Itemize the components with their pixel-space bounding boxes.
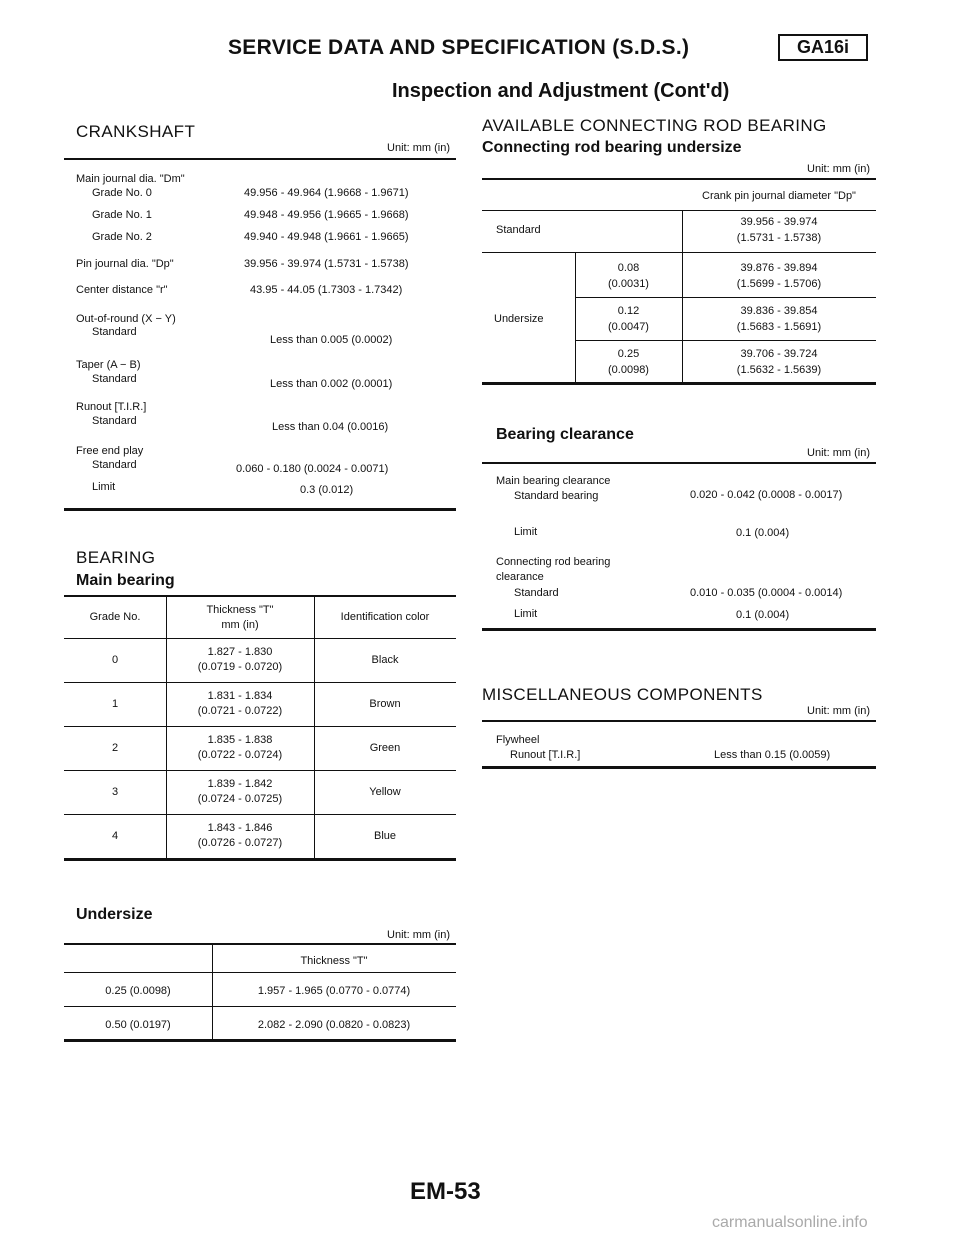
- grade-cell: 4: [111, 830, 119, 842]
- crank-label: Center distance "r": [76, 284, 168, 296]
- crank-label: Grade No. 1: [92, 209, 152, 221]
- header-rule: [64, 972, 456, 973]
- crank-label: Taper (A − B): [76, 359, 141, 371]
- color-cell: Blue: [373, 830, 397, 842]
- color-cell: Black: [371, 654, 399, 666]
- conrod-diameter: 39.836 - 39.854: [740, 305, 818, 317]
- thickness-cell: (0.0726 - 0.0727): [197, 837, 283, 849]
- crank-label: Standard: [92, 415, 137, 427]
- row-rule: [64, 682, 456, 683]
- crank-label: Runout [T.I.R.]: [76, 401, 147, 413]
- page-number: EM-53: [410, 1178, 481, 1205]
- crank-value: 49.956 - 49.964 (1.9668 - 1.9671): [244, 187, 409, 199]
- grade-cell: 1: [111, 698, 119, 710]
- undersize-bottom-rule: [64, 1039, 456, 1042]
- color-cell: Yellow: [369, 786, 401, 798]
- conrod-bottom-rule: [482, 382, 876, 385]
- thickness-cell: 1.839 - 1.842: [207, 778, 273, 790]
- undersize-col-header: Thickness "T": [300, 955, 368, 967]
- crank-label: Standard: [92, 326, 137, 338]
- main-bearing-bottom-rule: [64, 858, 456, 861]
- thickness-cell: 1.835 - 1.838: [207, 734, 273, 746]
- undersize-size: 0.50 (0.0197): [105, 1019, 171, 1031]
- col-divider: [166, 597, 167, 860]
- crank-label: Grade No. 2: [92, 231, 152, 243]
- col-header-color: Identification color: [340, 611, 430, 623]
- grade-cell: 2: [111, 742, 119, 754]
- crankshaft-unit: Unit: mm (in): [387, 142, 450, 154]
- crank-label: Standard: [92, 459, 137, 471]
- conrod-col-header: Crank pin journal diameter "Dp": [702, 190, 856, 202]
- crank-value: 0.060 - 0.180 (0.0024 - 0.0071): [236, 463, 389, 475]
- misc-label: Flywheel: [496, 734, 540, 746]
- grade-cell: 3: [111, 786, 119, 798]
- header-rule: [482, 210, 876, 211]
- main-bearing-heading: Main bearing: [76, 572, 175, 589]
- undersize-size: 0.25 (0.0098): [105, 985, 171, 997]
- undersize-unit: Unit: mm (in): [387, 929, 450, 941]
- clearance-value: 0.1 (0.004): [736, 609, 790, 621]
- clearance-value: 0.010 - 0.035 (0.0004 - 0.0014): [690, 587, 843, 599]
- crank-value: Less than 0.002 (0.0001): [270, 378, 393, 390]
- standard-value: (1.5731 - 1.5738): [736, 232, 822, 244]
- misc-label: Runout [T.I.R.]: [510, 749, 581, 761]
- conrod-diameter: (1.5699 - 1.5706): [736, 278, 822, 290]
- conrod-diameter: (1.5632 - 1.5639): [736, 364, 822, 376]
- crank-value: Less than 0.005 (0.0002): [270, 334, 393, 346]
- row-rule: [64, 1006, 456, 1007]
- conrod-undersize: 0.08: [617, 262, 640, 274]
- watermark: carmanualsonline.info: [712, 1214, 868, 1231]
- conrod-undersize: (0.0031): [608, 278, 649, 290]
- clearance-label: Standard: [514, 587, 559, 599]
- grade-cell: 0: [111, 654, 119, 666]
- crank-label: Standard: [92, 373, 137, 385]
- standard-value: 39.956 - 39.974: [740, 216, 818, 228]
- crank-value: 49.940 - 49.948 (1.9661 - 1.9665): [244, 231, 409, 243]
- header-rule: [64, 638, 456, 639]
- clearance-label: Limit: [514, 608, 538, 620]
- undersize-heading: Undersize: [76, 906, 153, 923]
- clearance-label: Connecting rod bearing: [496, 556, 611, 568]
- standard-label: Standard: [496, 224, 541, 236]
- thickness-cell: 1.843 - 1.846: [207, 822, 273, 834]
- conrod-subheading: Connecting rod bearing undersize: [482, 139, 742, 156]
- bearing-heading: BEARING: [76, 548, 156, 567]
- clearance-top-rule: [482, 462, 876, 464]
- page-subtitle: Inspection and Adjustment (Cont'd): [392, 80, 730, 102]
- clearance-label: clearance: [496, 571, 544, 583]
- crankshaft-bottom-rule: [64, 508, 456, 511]
- col-header-unit: mm (in): [221, 619, 259, 631]
- misc-unit: Unit: mm (in): [807, 705, 870, 717]
- row-rule: [575, 340, 876, 341]
- clearance-unit: Unit: mm (in): [807, 447, 870, 459]
- crank-label: Free end play: [76, 445, 144, 457]
- col-header-grade: Grade No.: [89, 611, 141, 623]
- crank-value: 0.3 (0.012): [300, 484, 354, 496]
- row-rule: [64, 726, 456, 727]
- conrod-undersize: (0.0098): [608, 364, 649, 376]
- crankshaft-heading: CRANKSHAFT: [76, 122, 196, 141]
- col-divider: [314, 597, 315, 860]
- misc-heading: MISCELLANEOUS COMPONENTS: [482, 685, 763, 704]
- crank-label: Pin journal dia. "Dp": [76, 258, 174, 270]
- undersize-thickness: 1.957 - 1.965 (0.0770 - 0.0774): [257, 985, 411, 997]
- thickness-cell: 1.831 - 1.834: [207, 690, 273, 702]
- thickness-cell: (0.0721 - 0.0722): [197, 705, 283, 717]
- row-rule: [64, 814, 456, 815]
- misc-value: Less than 0.15 (0.0059): [714, 749, 831, 761]
- crank-label: Main journal dia. "Dm": [76, 173, 185, 185]
- misc-bottom-rule: [482, 766, 876, 769]
- conrod-undersize: 0.12: [617, 305, 640, 317]
- conrod-diameter: (1.5683 - 1.5691): [736, 321, 822, 333]
- crank-label: Limit: [92, 481, 116, 493]
- misc-top-rule: [482, 720, 876, 722]
- clearance-bottom-rule: [482, 628, 876, 631]
- engine-badge: GA16i: [778, 34, 868, 61]
- col-header-thickness: Thickness "T": [206, 604, 274, 616]
- main-bearing-top-rule: [64, 595, 456, 597]
- undersize-thickness: 2.082 - 2.090 (0.0820 - 0.0823): [257, 1019, 411, 1031]
- crankshaft-top-rule: [64, 158, 456, 160]
- page-title: SERVICE DATA AND SPECIFICATION (S.D.S.): [228, 36, 690, 59]
- clearance-value: 0.020 - 0.042 (0.0008 - 0.0017): [690, 489, 843, 501]
- clearance-label: Main bearing clearance: [496, 475, 611, 487]
- thickness-cell: (0.0724 - 0.0725): [197, 793, 283, 805]
- clearance-label: Standard bearing: [514, 490, 599, 502]
- color-cell: Brown: [369, 698, 401, 710]
- crank-label: Grade No. 0: [92, 187, 152, 199]
- conrod-unit: Unit: mm (in): [807, 163, 870, 175]
- crank-value: 43.95 - 44.05 (1.7303 - 1.7342): [250, 284, 403, 296]
- color-cell: Green: [369, 742, 401, 754]
- thickness-cell: 1.827 - 1.830: [207, 646, 273, 658]
- row-rule: [575, 297, 876, 298]
- clearance-heading: Bearing clearance: [496, 426, 634, 443]
- undersize-label: Undersize: [494, 313, 544, 325]
- clearance-value: 0.1 (0.004): [736, 527, 790, 539]
- crank-value: Less than 0.04 (0.0016): [272, 421, 389, 433]
- row-rule: [482, 252, 876, 253]
- conrod-diameter: 39.876 - 39.894: [740, 262, 818, 274]
- conrod-undersize: 0.25: [617, 348, 640, 360]
- row-rule: [64, 770, 456, 771]
- conrod-diameter: 39.706 - 39.724: [740, 348, 818, 360]
- crank-label: Out-of-round (X − Y): [76, 313, 176, 325]
- clearance-label: Limit: [514, 526, 538, 538]
- conrod-undersize: (0.0047): [608, 321, 649, 333]
- crank-value: 49.948 - 49.956 (1.9665 - 1.9668): [244, 209, 409, 221]
- thickness-cell: (0.0722 - 0.0724): [197, 749, 283, 761]
- conrod-heading: AVAILABLE CONNECTING ROD BEARING: [482, 116, 827, 135]
- thickness-cell: (0.0719 - 0.0720): [197, 661, 283, 673]
- crank-value: 39.956 - 39.974 (1.5731 - 1.5738): [244, 258, 409, 270]
- conrod-top-rule: [482, 178, 876, 180]
- undersize-top-rule: [64, 943, 456, 945]
